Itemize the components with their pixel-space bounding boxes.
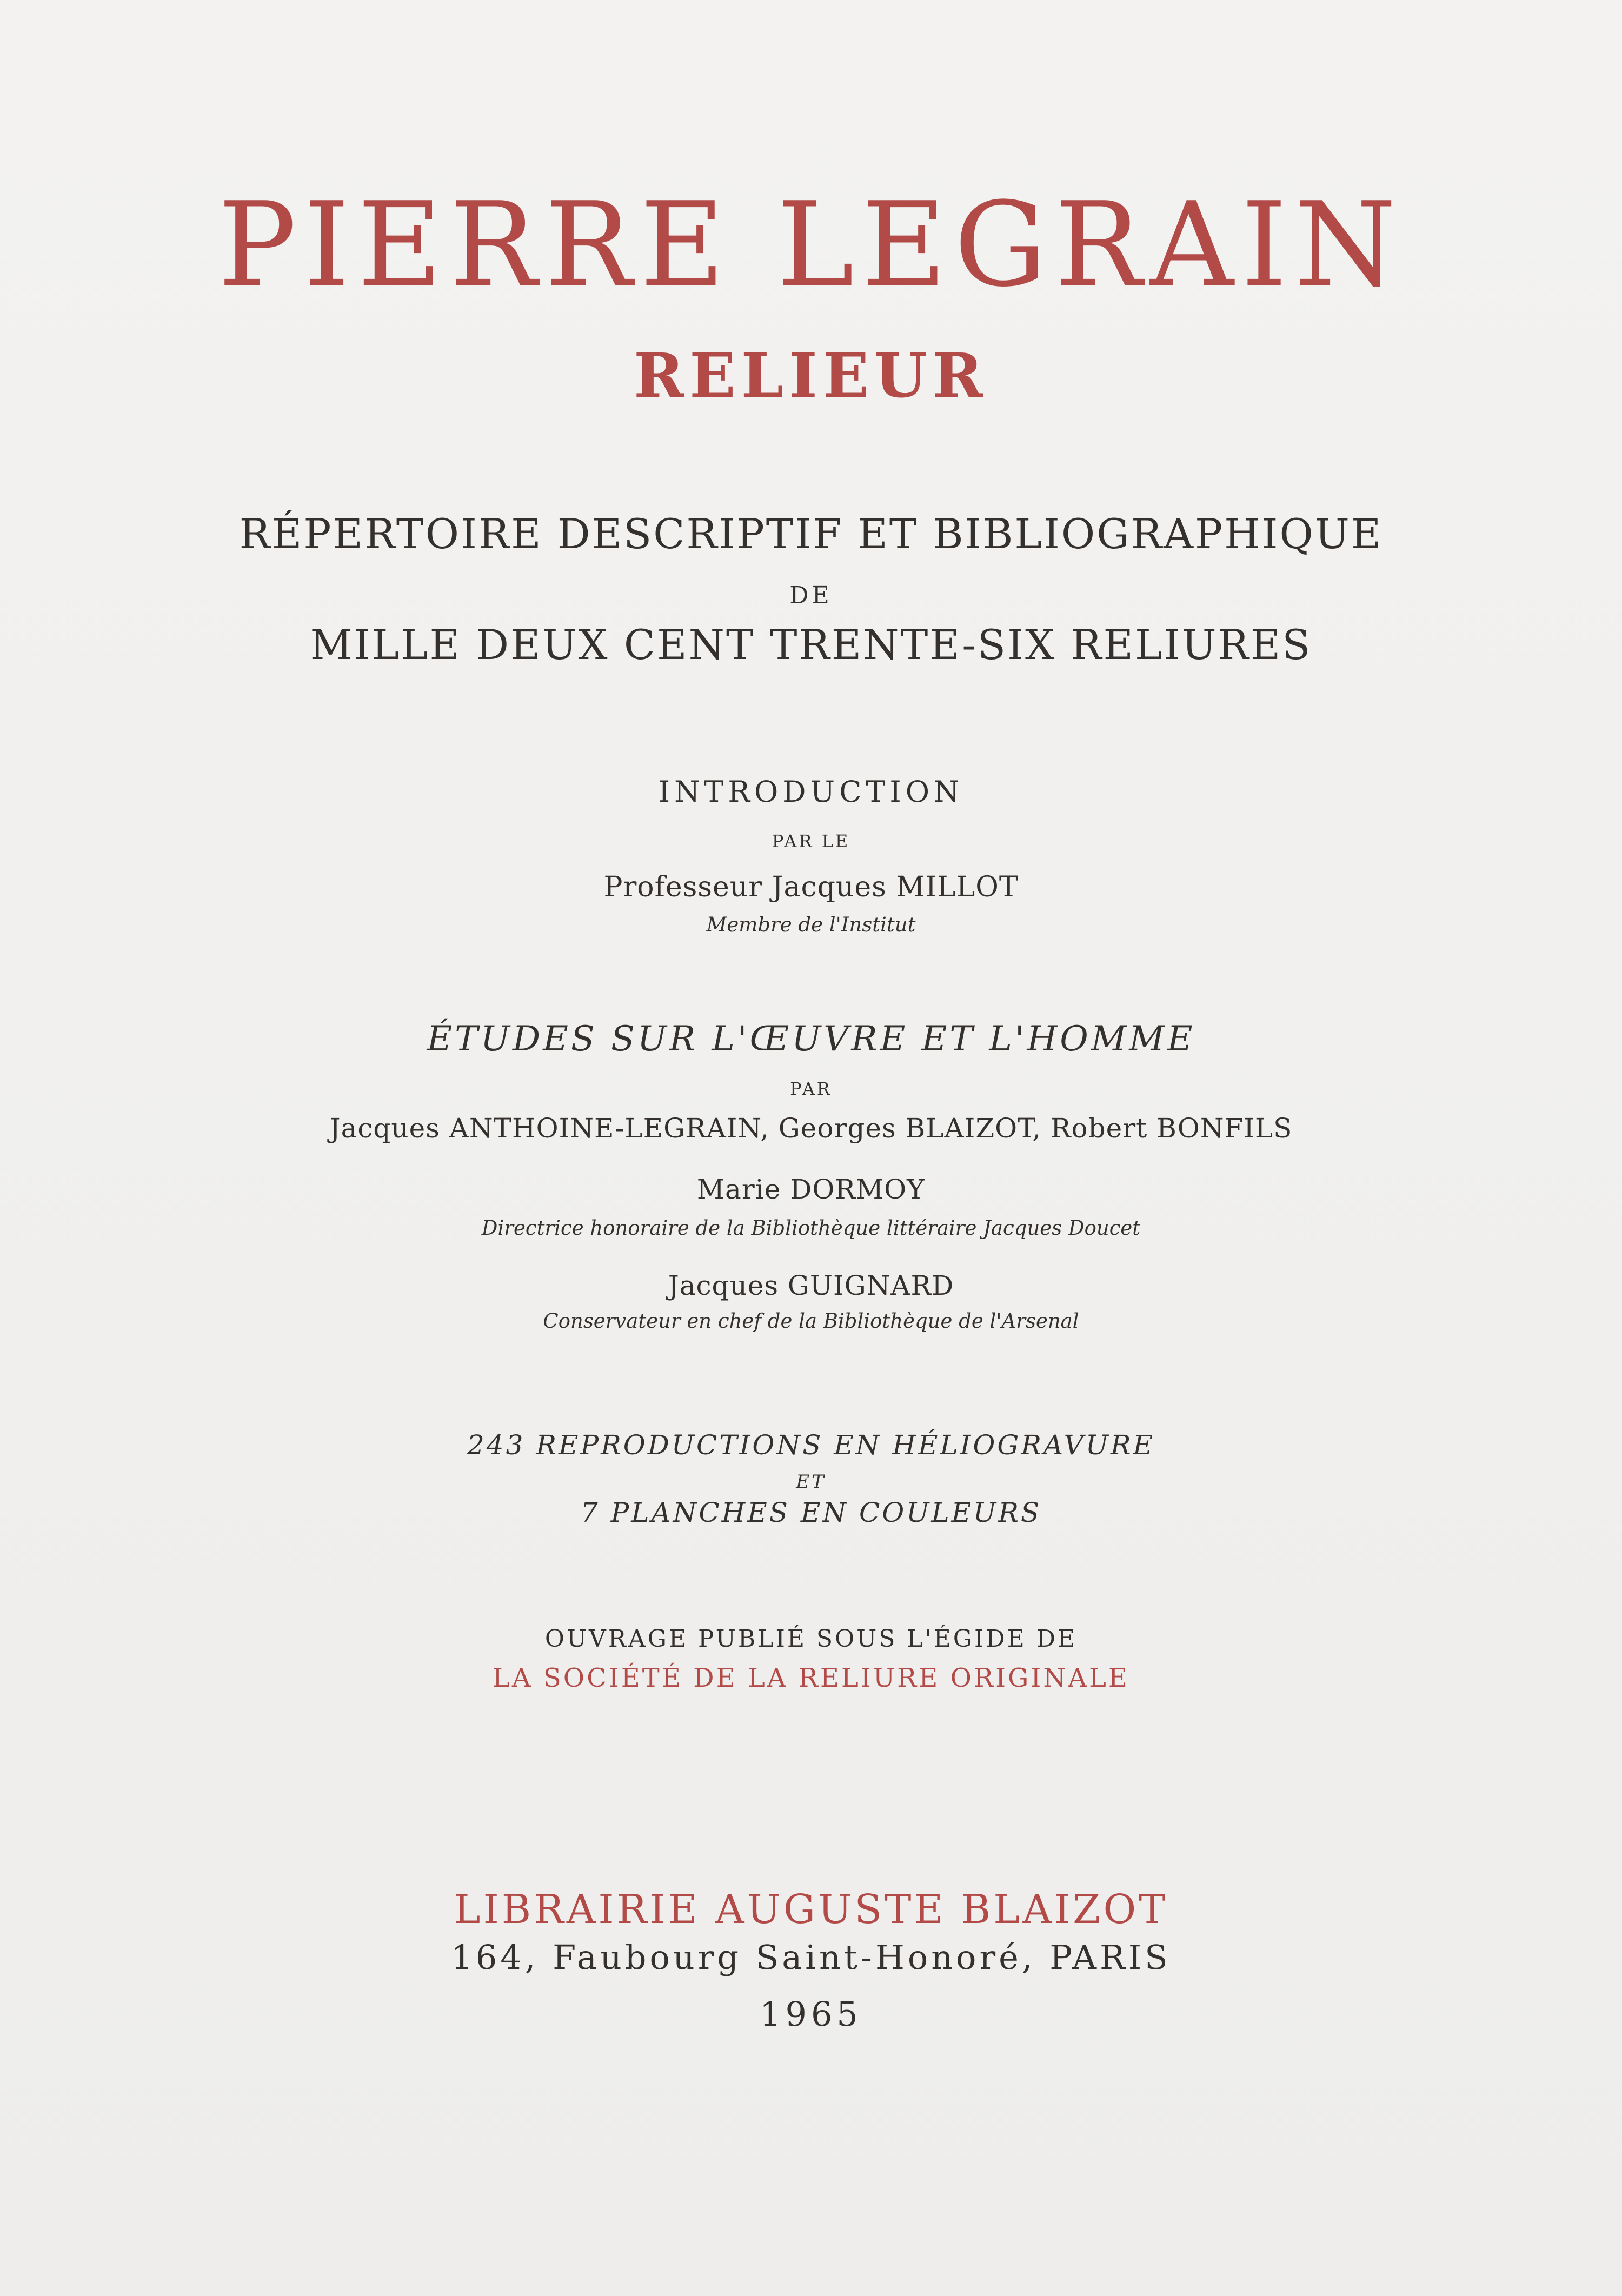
introduction-author-role: Membre de l'Institut — [706, 913, 916, 936]
publication-year: 1965 — [760, 1994, 862, 2034]
introduction-author: Professeur Jacques MILLOT — [603, 871, 1019, 903]
book-subtitle: RELIEUR — [634, 341, 988, 411]
studies-contributor-dormoy-role: Directrice honoraire de la Bibliothèque littéraire Jacques Doucet — [481, 1216, 1141, 1240]
studies-contributors: Jacques ANTHOINE-LEGRAIN, Georges BLAIZOT, Robert BONFILS — [329, 1113, 1293, 1144]
sponsor-society: LA SOCIÉTÉ DE LA RELIURE ORIGINALE — [493, 1663, 1129, 1693]
publisher-address: 164, Faubourg Saint-Honoré, PARIS — [451, 1938, 1171, 1977]
description-line-2: DE — [789, 582, 833, 609]
studies-contributor-guignard-role: Conservateur en chef de la Bibliothèque de l'Arsenal — [543, 1309, 1079, 1333]
illustrations-line-2: ET — [796, 1471, 826, 1493]
sponsor-line-1: OUVRAGE PUBLIÉ SOUS L'ÉGIDE DE — [544, 1625, 1078, 1653]
studies-contributor-dormoy: Marie DORMOY — [696, 1174, 926, 1205]
introduction-heading: INTRODUCTION — [658, 775, 964, 809]
introduction-par-le: PAR LE — [772, 831, 850, 851]
illustrations-line-3: 7 PLANCHES EN COULEURS — [580, 1497, 1042, 1528]
studies-contributor-guignard: Jacques GUIGNARD — [668, 1270, 954, 1301]
publisher-name: LIBRAIRIE AUGUSTE BLAIZOT — [454, 1886, 1168, 1933]
studies-par: PAR — [790, 1079, 832, 1099]
description-line-1: RÉPERTOIRE DESCRIPTIF ET BIBLIOGRAPHIQUE — [239, 510, 1383, 558]
description-line-3: MILLE DEUX CENT TRENTE-SIX RELIURES — [310, 621, 1312, 669]
studies-heading: ÉTUDES SUR L'ŒUVRE ET L'HOMME — [427, 1019, 1195, 1059]
book-author-title: PIERRE LEGRAIN — [218, 177, 1404, 312]
illustrations-line-1: 243 REPRODUCTIONS EN HÉLIOGRAVURE — [467, 1429, 1155, 1461]
